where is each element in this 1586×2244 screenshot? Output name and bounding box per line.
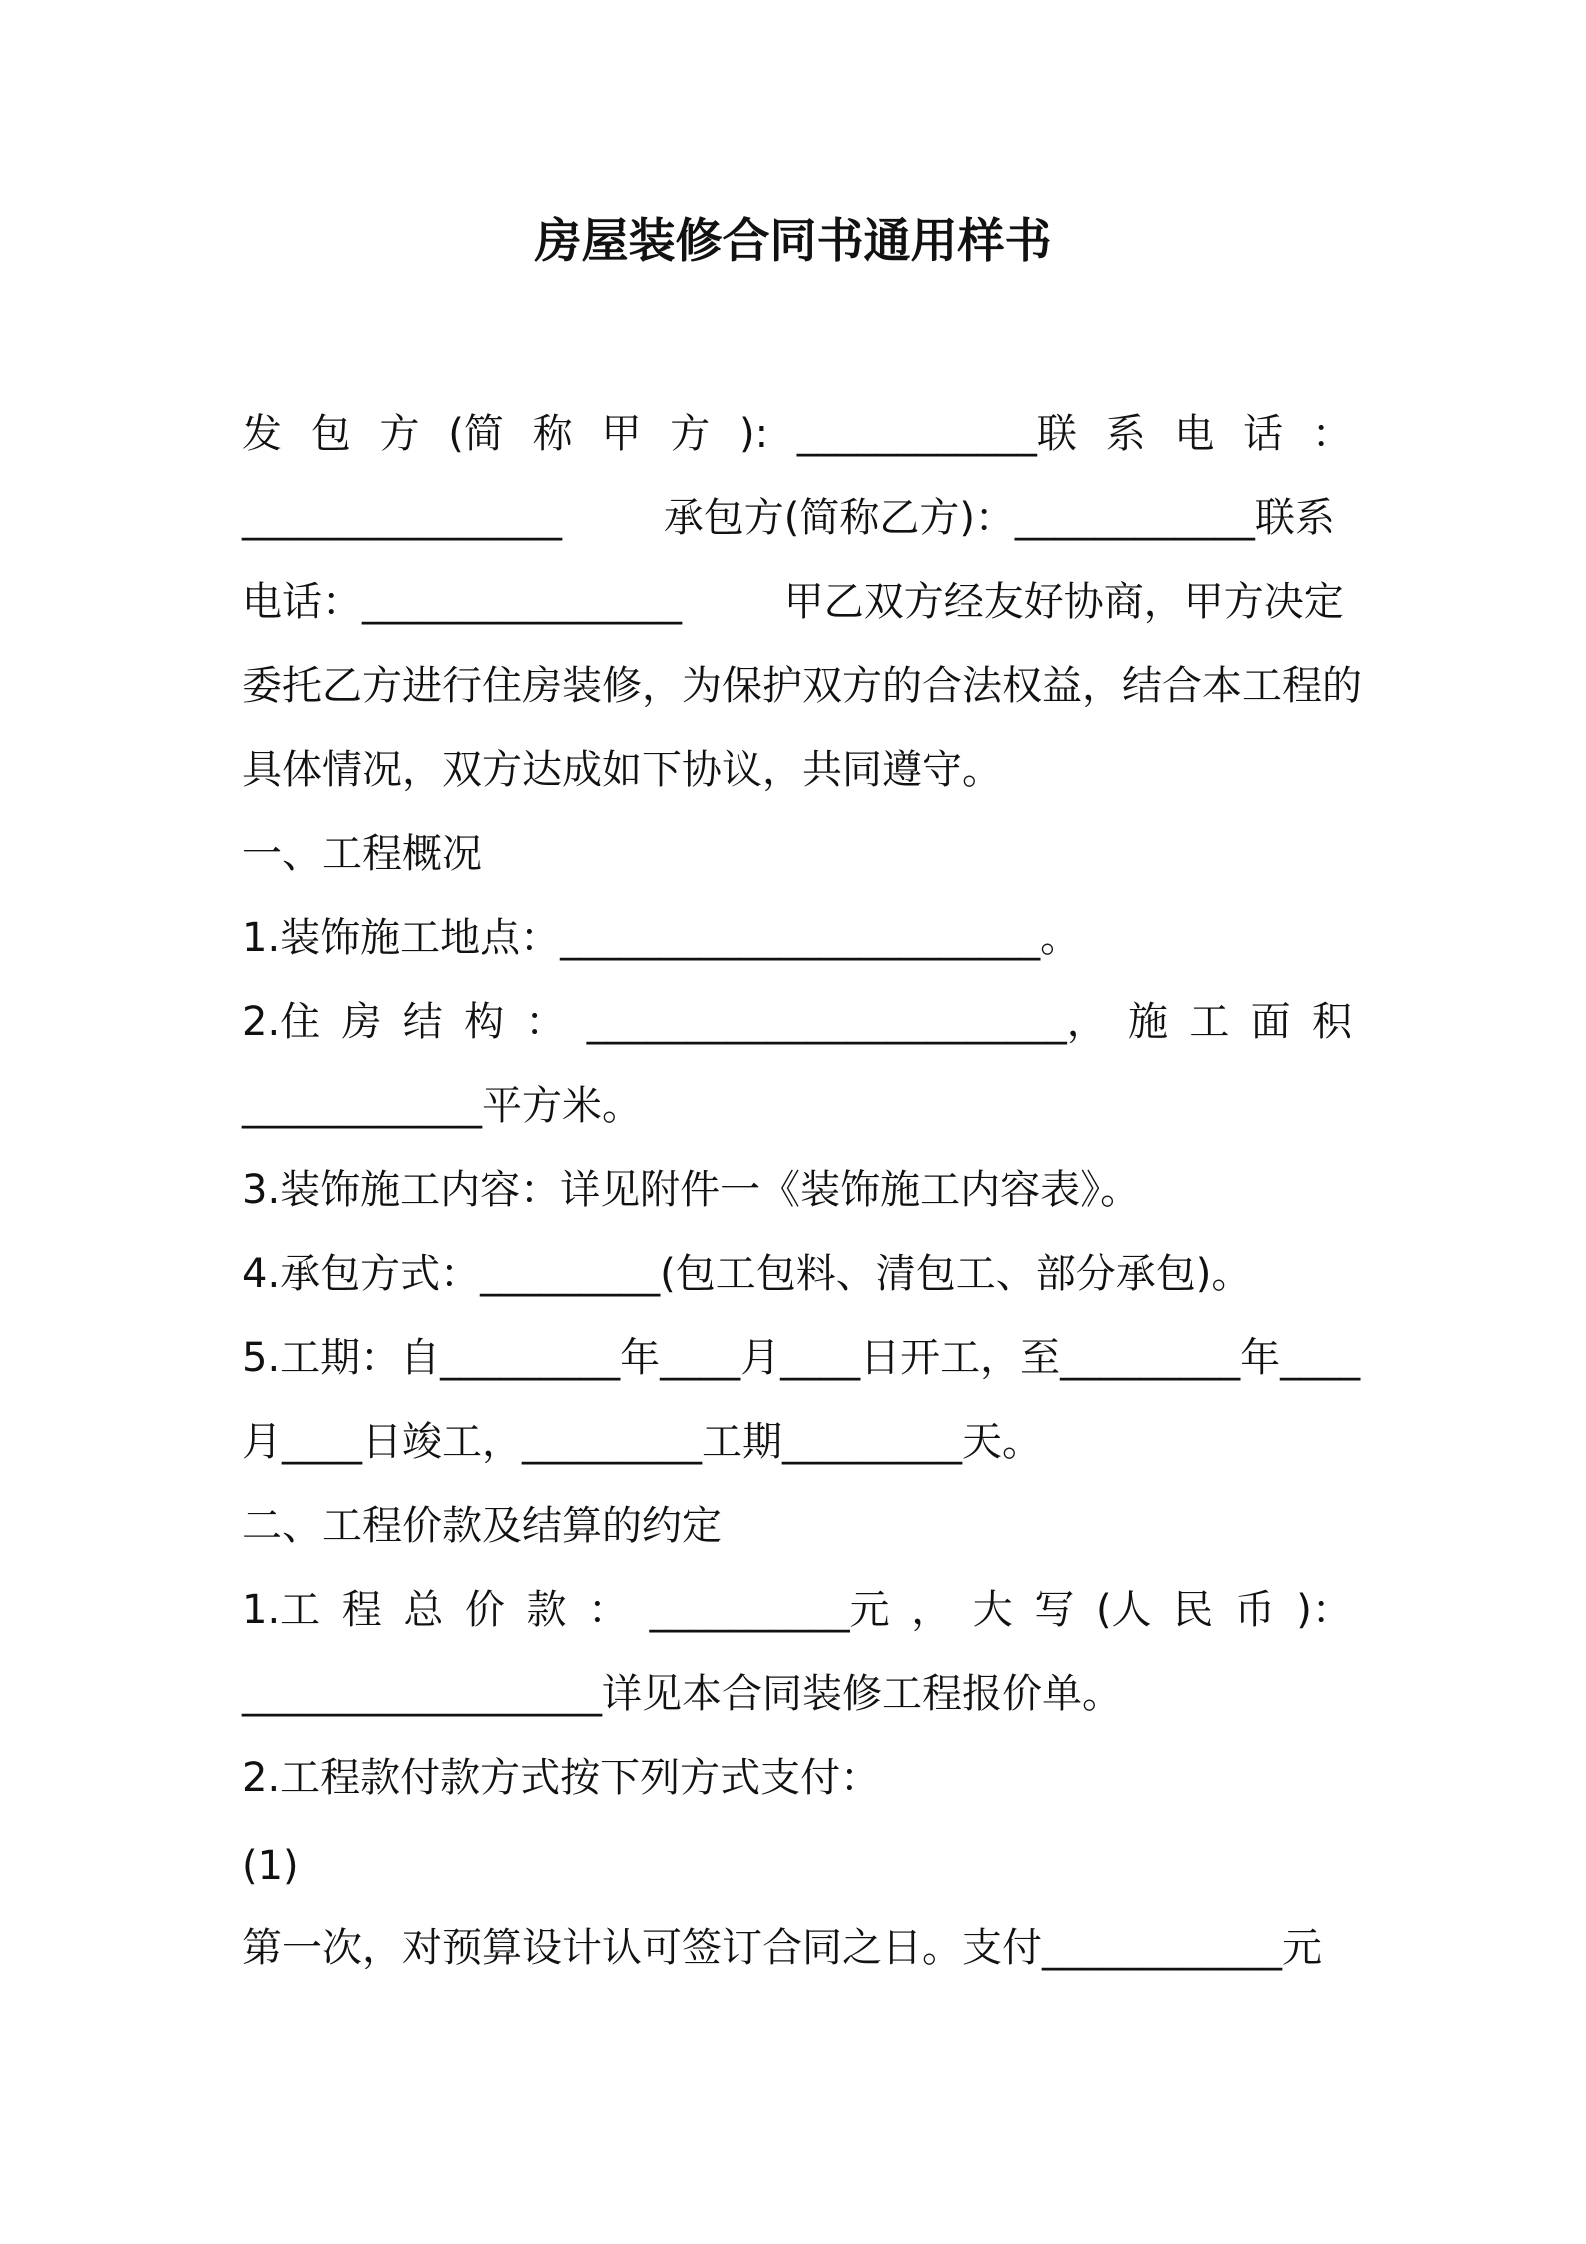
text-fragment: 工 [1189,999,1230,1045]
text-fragment: 总 [403,1587,444,1633]
section-heading-1: 一、工程概况 [242,831,482,877]
text-fragment: __________元 [649,1587,890,1633]
text-fragment: 结 [402,999,443,1045]
text-fragment: 2.住 [242,999,321,1045]
line-contractor-b: ________________ 承包方(简称乙方)：____________联系 [242,495,1335,541]
line-contractor-a [242,404,1352,464]
text-fragment: 款 [526,1587,567,1633]
text-fragment: (简 [448,411,504,457]
text-fragment: 币 [1234,1587,1275,1633]
text-fragment: 写 [1034,1587,1075,1633]
text-fragment: 民 [1173,1587,1214,1633]
line-clause-1-2 [242,992,1352,1052]
line-clause-1-4: 4.承包方式：_________(包工包料、清包工、部分承包)。 [242,1251,1252,1297]
text-fragment: 程 [341,1587,382,1633]
line-intro-2: 委托乙方进行住房装修，为保护双方的合法权益，结合本工程的 [242,663,1362,709]
document-title: 房屋装修合同书通用样书 [534,214,1052,269]
line-intro-3: 具体情况，双方达成如下协议，共同遵守。 [242,747,1002,793]
text-fragment: 价 [464,1587,505,1633]
text-fragment: 构 [464,999,505,1045]
text-fragment: 包 [310,411,351,457]
line-clause-2-2: 2.工程款付款方式按下列方式支付： [242,1755,881,1801]
line-clause-2-1 [242,1580,1352,1640]
text-fragment: 称 [532,411,573,457]
text-fragment: (人 [1095,1587,1152,1633]
text-fragment: 面 [1250,999,1291,1045]
text-fragment: ): [738,411,769,457]
text-fragment: 大 [972,1587,1013,1633]
line-clause-1-3: 3.装饰施工内容：详见附件一《装饰施工内容表》。 [242,1167,1141,1213]
text-fragment: 房 [341,999,382,1045]
line-item-1: (1) [242,1843,299,1889]
text-fragment: ： [1311,411,1352,457]
text-fragment: 施 [1128,999,1169,1045]
text-fragment: ， [911,1587,952,1633]
line-first-payment: 第一次，对预算设计认可签订合同之日。支付____________元 [242,1925,1322,1971]
text-fragment: 甲 [601,411,642,457]
text-fragment: ________________________， [586,999,1107,1045]
text-fragment: 话 [1243,411,1284,457]
line-clause-1-2b: ____________平方米。 [242,1083,642,1129]
line-phone-intro: 电话：________________ 甲乙双方经友好协商，甲方决定 [242,579,1344,625]
text-fragment: )： [1296,1587,1352,1633]
line-clause-2-1b: __________________详见本合同装修工程报价单。 [242,1671,1122,1717]
line-clause-1-1: 1.装饰施工地点：________________________。 [242,915,1081,961]
text-fragment: 积 [1311,999,1352,1045]
line-clause-1-5b: 月____日竣工，_________工期_________天。 [242,1419,1042,1465]
text-fragment: 发 [242,411,282,457]
text-fragment: 系 [1105,411,1146,457]
section-heading-2: 二、工程价款及结算的约定 [242,1503,722,1549]
text-fragment: 电 [1174,411,1215,457]
text-fragment: ： [588,1587,629,1633]
text-fragment: ____________联 [796,411,1077,457]
text-fragment: 方 [379,411,420,457]
text-fragment: ： [525,999,566,1045]
text-fragment: 方 [670,411,711,457]
line-clause-1-5: 5.工期：自_________年____月____日开工，至_________年____ [242,1335,1361,1381]
text-fragment: 1.工 [242,1587,321,1633]
